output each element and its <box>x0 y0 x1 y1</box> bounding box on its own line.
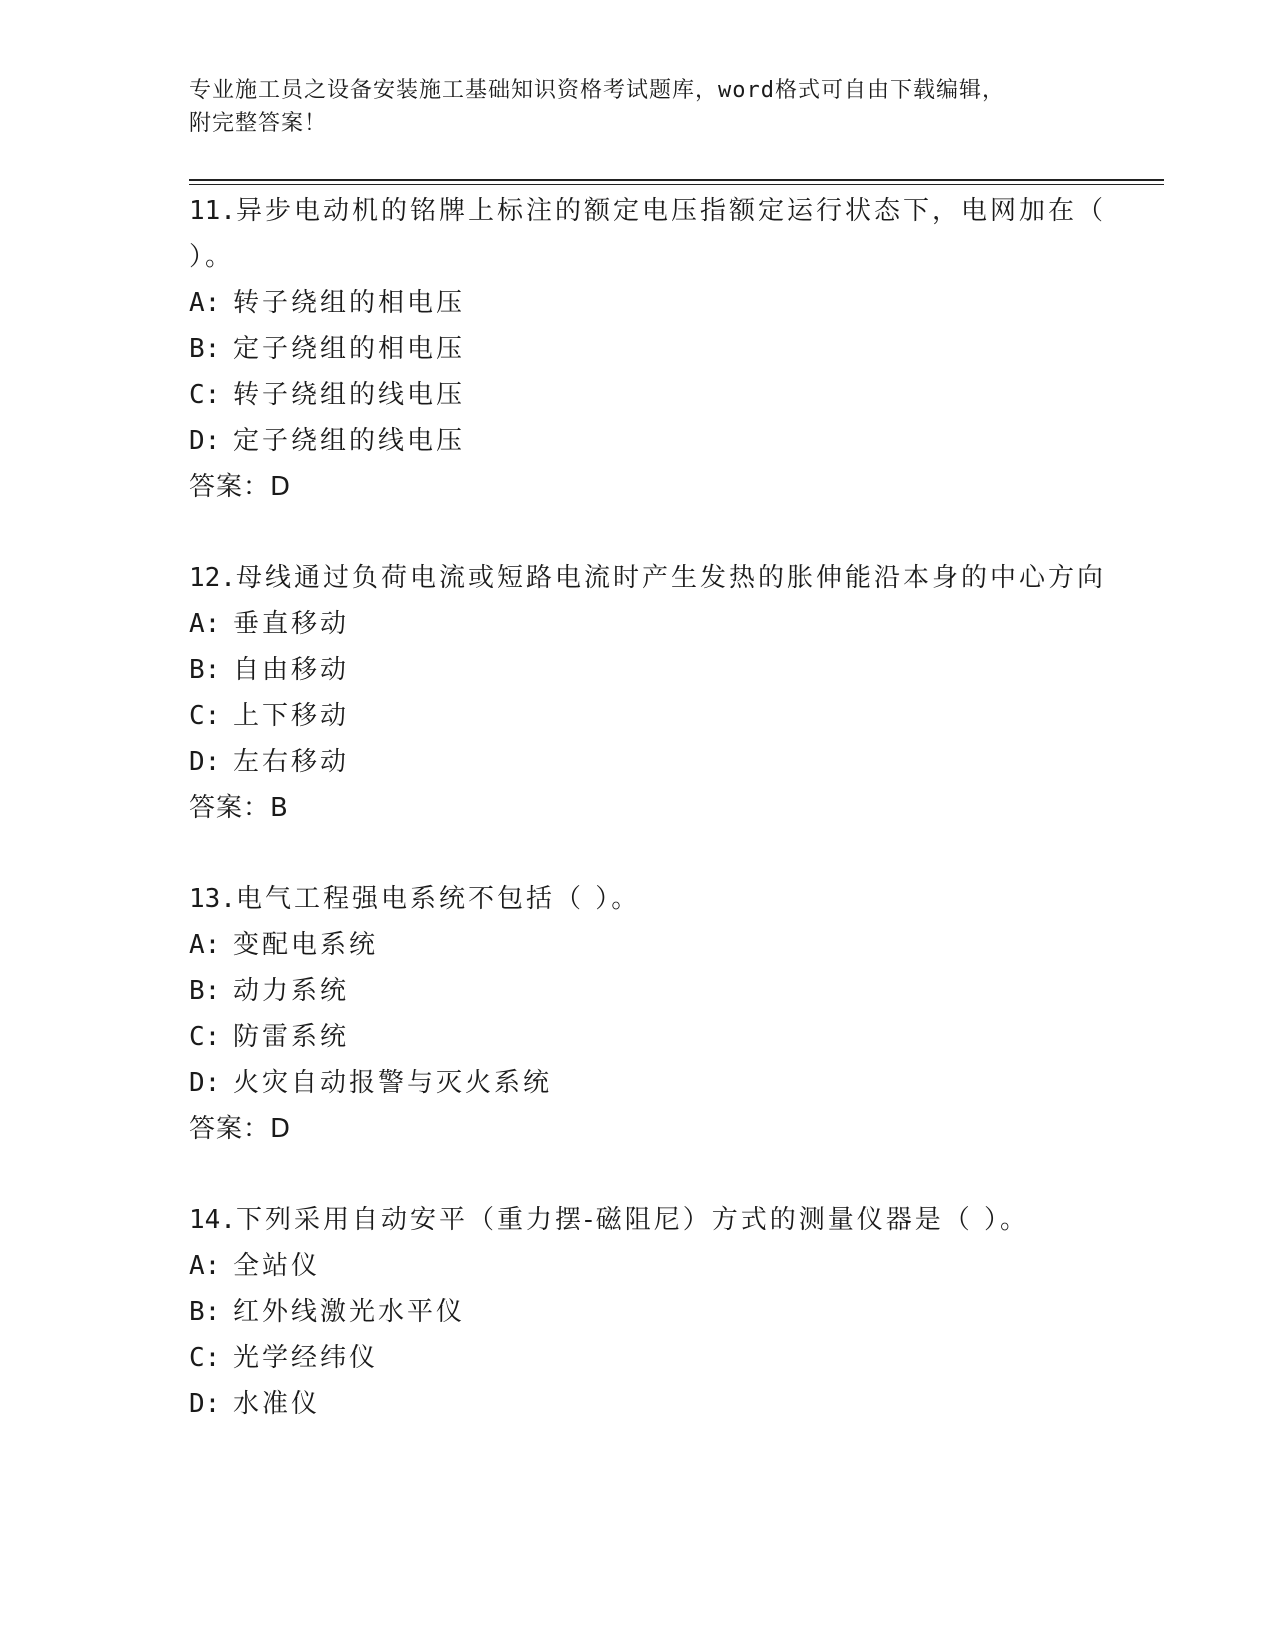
option-text: 左右移动 <box>233 747 350 777</box>
option-text: 变配电系统 <box>233 930 379 960</box>
question-number: 14. <box>189 1205 236 1235</box>
option-text: 防雷系统 <box>233 1022 350 1052</box>
option-text: 转子绕组的线电压 <box>233 380 466 410</box>
answer: 答案：D <box>189 1114 292 1144</box>
option-a <box>189 1243 1149 1289</box>
option-b <box>189 968 1149 1014</box>
option-key: B: <box>189 1297 221 1327</box>
option-d <box>189 418 1149 464</box>
option-text: 光学经纬仪 <box>233 1343 379 1373</box>
option-key: C: <box>189 701 221 731</box>
question-14 <box>189 1197 1149 1427</box>
question-12 <box>189 555 1149 831</box>
question-stem <box>189 555 1149 601</box>
option-d <box>189 1381 1149 1427</box>
question-stem <box>189 188 1149 280</box>
question-list <box>189 188 1149 1472</box>
option-text: 全站仪 <box>233 1251 321 1281</box>
question-stem <box>189 876 1149 922</box>
option-a <box>189 601 1149 647</box>
option-text: 自由移动 <box>233 655 350 685</box>
option-key: A: <box>189 609 221 639</box>
header-line-1: 专业施工员之设备安装施工基础知识资格考试题库，word格式可自由下载编辑， <box>189 78 1005 103</box>
option-key: B: <box>189 334 221 364</box>
header-divider-thick <box>189 179 1164 181</box>
option-key: B: <box>189 976 221 1006</box>
option-b <box>189 647 1149 693</box>
option-key: D: <box>189 1068 221 1098</box>
option-key: A: <box>189 930 221 960</box>
option-key: C: <box>189 1022 221 1052</box>
answer: 答案：D <box>189 472 292 502</box>
option-c <box>189 1014 1149 1060</box>
question-number: 12. <box>189 563 236 593</box>
question-text: 电气工程强电系统不包括（ ）。 <box>235 884 641 914</box>
header-line-2: 附完整答案！ <box>189 111 328 136</box>
option-text: 上下移动 <box>233 701 350 731</box>
option-c <box>189 693 1149 739</box>
header-divider-thin <box>189 184 1164 185</box>
option-b <box>189 1289 1149 1335</box>
option-key: C: <box>189 1343 221 1373</box>
option-a <box>189 922 1149 968</box>
option-a <box>189 280 1149 326</box>
option-text: 火灾自动报警与灭火系统 <box>233 1068 553 1098</box>
question-text: 下列采用自动安平（重力摆-磁阻尼）方式的测量仪器是（ ）。 <box>235 1205 1030 1235</box>
question-11 <box>189 188 1149 510</box>
option-key: A: <box>189 288 221 318</box>
option-key: B: <box>189 655 221 685</box>
answer: 答案：B <box>189 793 289 823</box>
option-key: D: <box>189 1389 221 1419</box>
option-text: 定子绕组的线电压 <box>233 426 466 456</box>
option-text: 红外线激光水平仪 <box>233 1297 466 1327</box>
option-text: 转子绕组的相电压 <box>233 288 466 318</box>
question-stem <box>189 1197 1149 1243</box>
option-d <box>189 1060 1149 1106</box>
option-text: 水准仪 <box>233 1389 321 1419</box>
option-key: C: <box>189 380 221 410</box>
question-number: 11. <box>189 196 236 226</box>
option-text: 垂直移动 <box>233 609 350 639</box>
option-b <box>189 326 1149 372</box>
question-13 <box>189 876 1149 1152</box>
question-text: 母线通过负荷电流或短路电流时产生发热的胀伸能沿本身的中心方向 <box>235 563 1106 593</box>
option-key: D: <box>189 426 221 456</box>
option-text: 动力系统 <box>233 976 350 1006</box>
document-header <box>189 74 1089 140</box>
option-c <box>189 372 1149 418</box>
question-text: 异步电动机的铭牌上标注的额定电压指额定运行状态下，电网加在（ ）。 <box>189 196 1106 272</box>
option-d <box>189 739 1149 785</box>
question-number: 13. <box>189 884 236 914</box>
option-c <box>189 1335 1149 1381</box>
option-key: A: <box>189 1251 221 1281</box>
option-text: 定子绕组的相电压 <box>233 334 466 364</box>
option-key: D: <box>189 747 221 777</box>
